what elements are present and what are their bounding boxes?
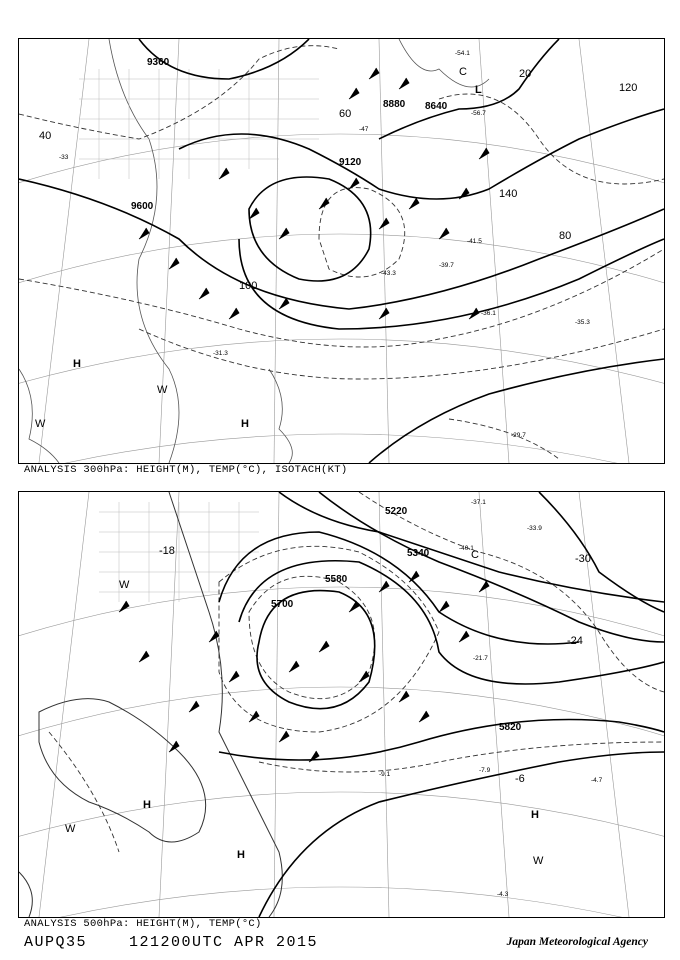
isotach-label: 100 — [239, 280, 258, 292]
caption-300hpa: ANALYSIS 300hPa: HEIGHT(M), TEMP(°C), ISOTACH(KT) — [24, 464, 348, 476]
bulletin-id: AUPQ35 — [24, 934, 88, 951]
analysis-datetime: 121200UTC APR 2015 — [129, 934, 319, 951]
caption-500hpa: ANALYSIS 500hPa: HEIGHT(M), TEMP(°C) — [24, 918, 262, 930]
coastline — [19, 39, 489, 463]
isotach-label: 80 — [559, 230, 572, 242]
isotach-label: 20 — [519, 68, 532, 80]
temp-label: -39.7 — [439, 262, 454, 269]
height-label: 8880 — [383, 99, 406, 110]
cold-center: C — [471, 549, 479, 561]
map-300hpa — [19, 39, 664, 463]
warm-center: W — [35, 418, 46, 430]
height-label: 8640 — [425, 101, 448, 112]
temp-label: -7.9 — [479, 767, 491, 774]
low-center: L — [475, 84, 482, 96]
chart-code — [24, 934, 318, 951]
chart-500hpa — [18, 491, 665, 918]
height-label: 9600 — [131, 201, 154, 212]
temp-label: -36.1 — [481, 310, 496, 317]
graticule — [19, 39, 664, 463]
high-center: H — [237, 849, 245, 861]
height-contours-500 — [219, 492, 664, 917]
temp-label: -41.5 — [467, 238, 482, 245]
cold-center: C — [459, 66, 467, 78]
temp-contour-labels-500 — [159, 545, 591, 785]
temp-label: -9.1 — [379, 771, 391, 778]
isotherms-500 — [49, 492, 664, 852]
temp-label: -35.3 — [575, 319, 590, 326]
chart-300hpa — [18, 38, 665, 464]
height-contours-300 — [19, 39, 664, 463]
high-center: H — [241, 418, 249, 430]
temp-label: -40.1 — [459, 545, 474, 552]
temp-label: -56.7 — [471, 110, 486, 117]
height-label: 9120 — [339, 157, 362, 168]
height-label: 5220 — [385, 506, 408, 517]
high-center: H — [143, 799, 151, 811]
temp-label: -30 — [575, 553, 591, 565]
temp-label: -24 — [567, 635, 583, 647]
temp-label: -43.3 — [381, 270, 396, 277]
hatch-region — [79, 69, 319, 179]
temp-label: -18 — [159, 545, 175, 557]
temp-label: -6 — [515, 773, 525, 785]
isotach-label: 60 — [339, 108, 352, 120]
isotach-label: 120 — [619, 82, 638, 94]
temp-label: -47 — [359, 126, 369, 133]
temp-label: -33 — [59, 154, 69, 161]
map-500hpa — [19, 492, 664, 917]
warm-center: W — [65, 823, 76, 835]
height-label: 5820 — [499, 722, 522, 733]
height-labels-500 — [271, 506, 522, 733]
warm-center: W — [119, 579, 130, 591]
temp-label: -4.7 — [591, 777, 603, 784]
height-labels-300 — [131, 57, 448, 212]
pressure-centers-500 — [65, 549, 544, 867]
high-center: H — [73, 358, 81, 370]
temp-label: -33.9 — [527, 525, 542, 532]
high-center: H — [531, 809, 539, 821]
temp-label: -4.3 — [497, 891, 509, 898]
warm-center: W — [157, 384, 168, 396]
isotach-label: 40 — [39, 130, 52, 142]
warm-center: W — [533, 855, 544, 867]
temp-label: -21.7 — [473, 655, 488, 662]
height-label: 5580 — [325, 574, 348, 585]
isotach-label: 140 — [499, 188, 518, 200]
temp-label: -31.3 — [213, 350, 228, 357]
temp-label: -54.1 — [455, 50, 470, 57]
temp-label: -37.1 — [471, 499, 486, 506]
agency-name: Japan Meteorological Agency — [506, 936, 648, 948]
height-label: 9360 — [147, 57, 170, 68]
temp-label: -29.7 — [511, 432, 526, 439]
height-label: 5700 — [271, 599, 294, 610]
height-label: 5340 — [407, 548, 430, 559]
